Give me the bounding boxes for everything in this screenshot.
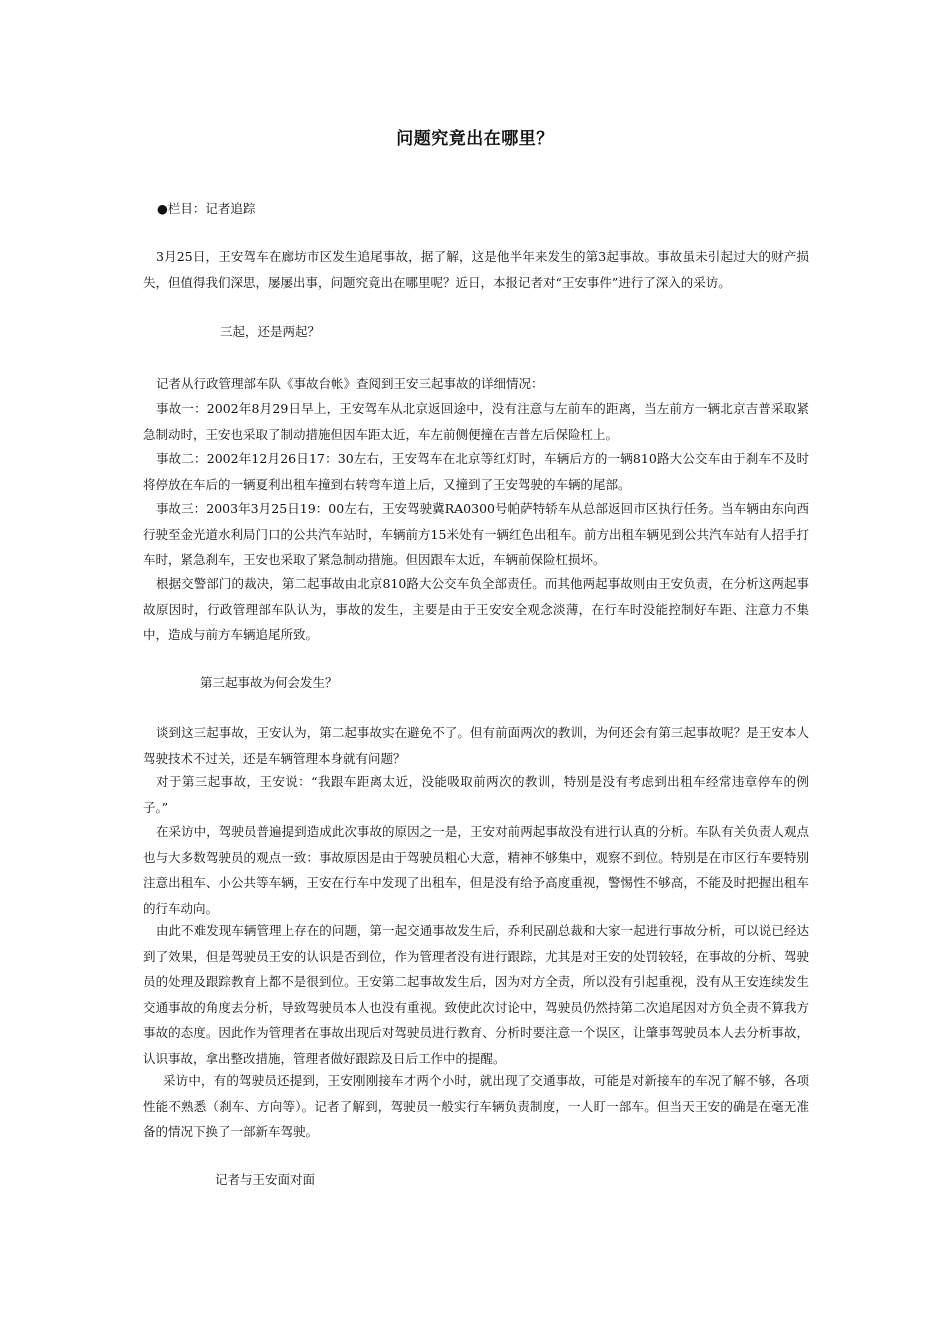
paragraph-management-issues: 由此不难发现车辆管理上存在的问题，第一起交通事故发生后，乔利民副总裁和大家一起进行事故分析，可以说已经达到了效果，但是驾驶员王安的认识是否到位，作为管理者没有进行跟踪，尤其是对王安的处罚较轻，在事故的分析、驾驶员的处理及跟踪教育上都不是很到位。王安第二起事故发生后，因为对方全责，所以没有引起重视，没有从王安连续发生交通事故的角度去分析，导致驾驶员本人也没有重视。致使此次讨论中，驾驶员仍然持第二次追尾因对方负全责不算我方事故的态度。因此作为管理者在事故出现后对驾驶员进行教育、分析时要注意一个误区，让肇事驾驶员本人去分析事故，认识事故，拿出整改措施，管理者做好跟踪及日后工作中的提醒。 bbox=[143, 923, 809, 1066]
intro-paragraph: 3月25日，王安驾车在廊坊市区发生追尾事故，据了解，这是他半年来发生的第3起事故。事故虽未引起过大的财产损失，但值得我们深思，屡屡出事，问题究竟出在哪里呢？近日，本报记者对“王安事件”进行了深入的采访。 bbox=[143, 249, 809, 290]
column-label: ●栏目：记者追踪 bbox=[157, 201, 256, 216]
paragraph-ledger: 记者从行政管理部车队《事故台帐》查阅到王安三起事故的详细情况： bbox=[156, 376, 544, 391]
paragraph-three-accidents: 谈到这三起事故，王安认为，第二起事故实在避免不了。但有前面两次的教训，为何还会有第三起事故呢？是王安本人驾驶技术不过关，还是车辆管理本身就有问题？ bbox=[143, 725, 809, 766]
article-title: 问题究竟出在哪里？ bbox=[396, 129, 554, 149]
paragraph-accident-three: 事故三：2003年3月25日19：00左右，王安驾驶冀RA0300号帕萨特轿车从总部返回市区执行任务。当车辆由东向西行驶至金光道水利局门口的公共汽车站时，车辆前方15米处有一辆红色出租车。前方出租车辆见到公共汽车站有人招手打车时，紧急刹车，王安也采取了紧急制动措施。但因跟车太近，车辆前保险杠损坏。 bbox=[143, 501, 809, 567]
paragraph-ruling: 根据交警部门的裁决，第二起事故由北京810路大公交车负全部责任。而其他两起事故则由王安负责，在分析这两起事故原因时，行政管理部车队认为，事故的发生，主要是由于王安安全观念淡薄，在行车时没能控制好车距、注意力不集中，造成与前方车辆追尾所致。 bbox=[143, 576, 809, 642]
section-heading-three-or-two: 三起，还是两起？ bbox=[220, 324, 321, 339]
paragraph-wang-quote: 对于第三起事故，王安说：“我跟车距离太近，没能吸取前两次的教训，特别是没有考虑到出租车经常违章停车的例子。” bbox=[143, 774, 809, 815]
paragraph-new-car: 采访中，有的驾驶员还提到，王安刚刚接车才两个小时，就出现了交通事故，可能是对新接车的车况了解不够，各项性能不熟悉（刹车、方向等）。记者了解到，驾驶员一般实行车辆负责制度，一人盯一部车。但当天王安的确是在毫无准备的情况下换了一部新车驾驶。 bbox=[143, 1073, 809, 1139]
paragraph-accident-one: 事故一：2002年8月29日早上，王安驾车从北京返回途中，没有注意与左前车的距离，当左前方一辆北京吉普采取紧急制动时，王安也采取了制动措施但因车距太近，车左前侧便撞在吉普左后保险杠上。 bbox=[143, 401, 809, 442]
paragraph-interview-cause: 在采访中，驾驶员普遍提到造成此次事故的原因之一是，王安对前两起事故没有进行认真的分析。车队有关负责人观点也与大多数驾驶员的观点一致：事故原因是由于驾驶员粗心大意，精神不够集中，观察不到位。特别是在市区行车要特别注意出租车、小公共等车辆，王安在行车中发现了出租车，但是没有给予高度重视，警惕性不够高，不能及时把握出租车的行车动向。 bbox=[143, 824, 809, 916]
section-heading-face-to-face: 记者与王安面对面 bbox=[215, 1172, 316, 1187]
section-heading-third-accident: 第三起事故为何会发生？ bbox=[200, 675, 338, 690]
paragraph-accident-two: 事故二：2002年12月26日17：30左右，王安驾车在北京等红灯时，车辆后方的一辆810路大公交车由于刹车不及时将停放在车后的一辆夏利出租车撞到右转弯车道上后，又撞到了王安驾驶的车辆的尾部。 bbox=[143, 451, 809, 492]
